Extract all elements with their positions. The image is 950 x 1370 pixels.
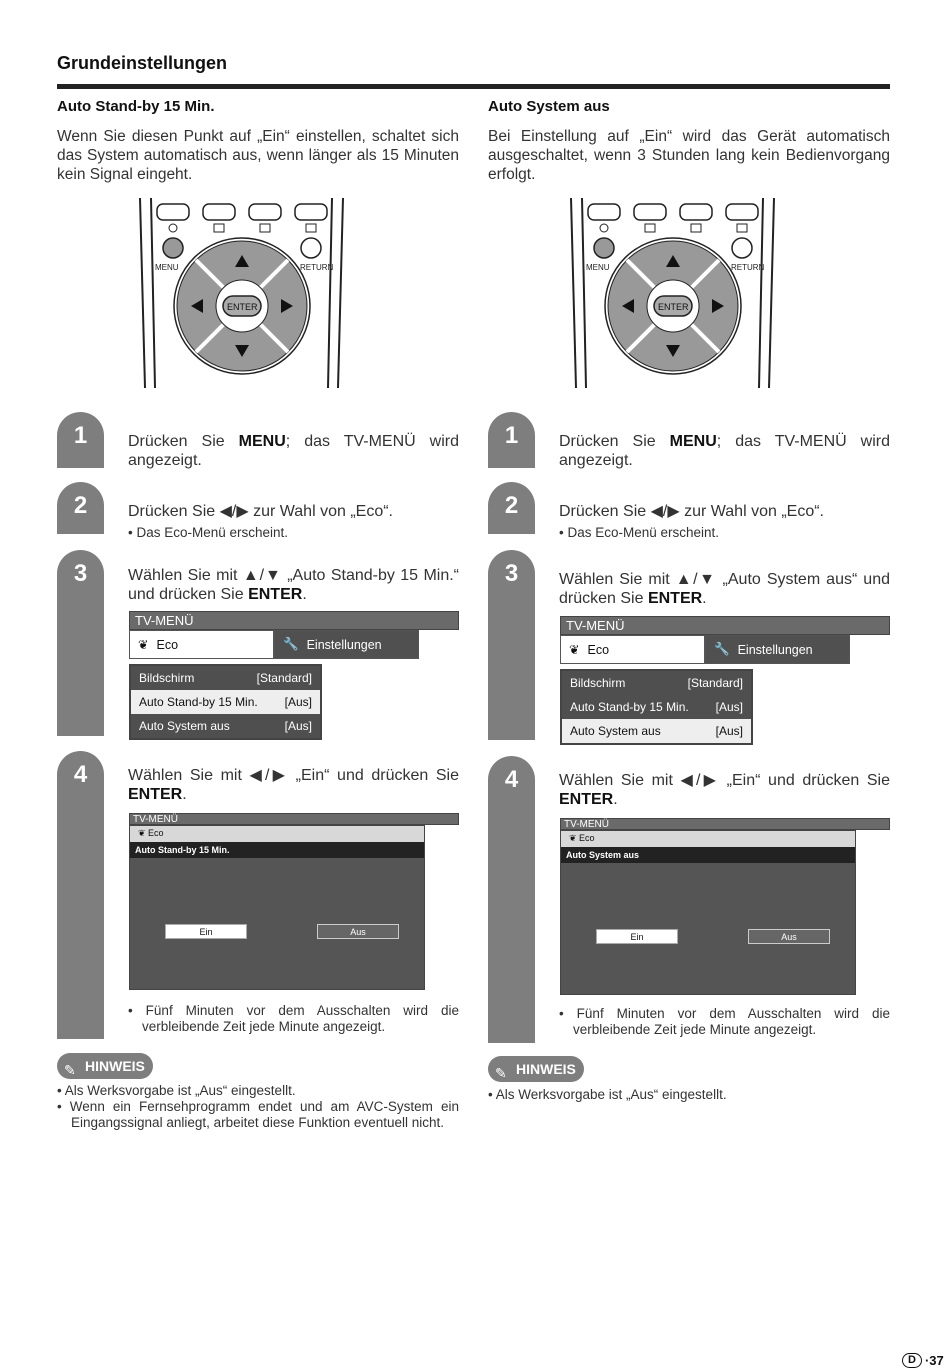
leaf-icon: ❦ — [138, 828, 149, 838]
tv-menu-panel — [560, 616, 890, 745]
hinweis-note: • Als Werksvorgabe ist „Aus“ eingestellt. — [488, 1087, 727, 1102]
option-bildschirm[interactable]: Bildschirm [Standard] — [570, 676, 743, 690]
option-auto-system-aus[interactable]: Auto System aus [Aus] — [139, 719, 312, 733]
paperclip-icon: ✎ — [64, 1062, 76, 1078]
step-text: Drücken Sie MENU; das TV-MENÜ wird angezeigt. — [559, 433, 891, 469]
option-auto-system-aus[interactable]: Auto System aus [Aus] — [562, 719, 751, 743]
step-number-badge: 2 — [57, 482, 104, 534]
hinweis-note: • Als Werksvorgabe ist „Aus“ eingestellt. — [57, 1083, 296, 1098]
step-text: Wählen Sie mit ◀/▶ „Ein“ und drücken Sie ENTER. — [559, 772, 890, 808]
step-number-badge: 4 — [488, 756, 535, 1043]
step-note: • Fünf Minuten vor dem Ausschalten wird die verbleibende Zeit jede Minute angezeigt. — [559, 1006, 890, 1037]
screen-item-title: Auto Stand-by 15 Min. — [130, 842, 424, 858]
tv-menu-panel — [129, 611, 459, 740]
eco-options-list — [129, 664, 322, 740]
column-auto-standby — [57, 98, 460, 1130]
step-number-badge: 1 — [488, 412, 535, 468]
section-intro: Wenn Sie diesen Punkt auf „Ein“ einstellen, schaltet sich das System automatisch aus, wenn länger als 15 Minuten kein Signal eingeht. — [57, 128, 459, 183]
tv-menu-title: TV-MENÜ — [129, 611, 459, 630]
step-text: Wählen Sie mit ▲/▼ „Auto System aus“ und drücken Sie ENTER. — [559, 571, 890, 607]
step-text: Wählen Sie mit ▲/▼ „Auto Stand-by 15 Min.“ und drücken Sie ENTER. — [128, 567, 459, 603]
step-number-badge: 4 — [57, 751, 104, 1039]
wrench-icon: 🔧 — [283, 637, 299, 651]
step-note: • Fünf Minuten vor dem Ausschalten wird die verbleibende Zeit jede Minute angezeigt. — [128, 1003, 459, 1034]
remote-control-illustration — [137, 198, 347, 393]
option-bildschirm[interactable]: Bildschirm [Standard] — [139, 671, 312, 685]
paperclip-icon: ✎ — [495, 1065, 507, 1081]
tv-menu-title: TV-MENÜ — [560, 616, 890, 635]
tv-screen-dialog — [560, 818, 890, 995]
enter-key-label: ENTER — [227, 302, 258, 312]
ein-button[interactable]: Ein — [165, 924, 247, 939]
tab-eco[interactable]: ❦ Eco — [129, 630, 274, 659]
remote-control-illustration — [568, 198, 778, 393]
hinweis-badge: ✎ HINWEIS — [488, 1056, 584, 1082]
page-number-text: ·37 — [924, 1353, 944, 1368]
leaf-icon: ❦ — [569, 833, 580, 843]
tab-eco[interactable]: ❦ Eco — [560, 635, 705, 664]
leaf-icon: ❦ — [569, 643, 580, 657]
screen-title: TV-MENÜ — [560, 818, 890, 830]
hinweis-notes — [57, 1083, 459, 1131]
option-auto-standby[interactable]: Auto Stand-by 15 Min. [Aus] — [131, 690, 320, 714]
tab-einstellungen[interactable]: 🔧 Einstellungen — [274, 630, 419, 659]
wrench-icon: 🔧 — [714, 642, 730, 656]
eco-options-list — [560, 669, 753, 745]
screen-item-title: Auto System aus — [561, 847, 855, 863]
hinweis-notes — [488, 1087, 890, 1103]
hinweis-badge: ✎ HINWEIS — [57, 1053, 153, 1079]
page-header: Grundeinstellungen — [57, 53, 228, 73]
column-auto-system-aus — [488, 98, 891, 1102]
step-number-badge: 1 — [57, 412, 104, 468]
return-key-label: RETURN — [300, 263, 334, 272]
aus-button[interactable]: Aus — [748, 929, 830, 944]
hinweis-note: • Wenn ein Fernsehprogramm endet und am AVC-System ein Eingangssignal anliegt, arbeitet diese Funktion eventuell nicht. — [57, 1099, 459, 1130]
header-rule — [57, 84, 890, 89]
screen-title: TV-MENÜ — [129, 813, 459, 825]
section-intro: Bei Einstellung auf „Ein“ wird das Gerät automatisch ausgeschaltet, wenn 3 Stunden lang kein Bedienvorgang erfolgt. — [488, 128, 890, 183]
screen-eco-bar: ❦ Eco — [561, 831, 855, 847]
ein-button[interactable]: Ein — [596, 929, 678, 944]
leaf-icon: ❦ — [138, 638, 149, 652]
step-text: Drücken Sie MENU; das TV-MENÜ wird angezeigt. — [128, 433, 460, 469]
step-number-badge: 2 — [488, 482, 535, 534]
tab-einstellungen[interactable]: 🔧 Einstellungen — [705, 635, 850, 664]
menu-key-label: MENU — [586, 263, 610, 272]
option-auto-standby[interactable]: Auto Stand-by 15 Min. [Aus] — [570, 700, 743, 714]
aus-button[interactable]: Aus — [317, 924, 399, 939]
step-text: Wählen Sie mit ◀/▶ „Ein“ und drücken Sie ENTER. — [128, 767, 459, 803]
tv-screen-dialog — [129, 813, 459, 990]
section-title: Auto Stand-by 15 Min. — [57, 98, 215, 115]
step-number-badge: 3 — [488, 550, 535, 740]
step-text: Drücken Sie ◀/▶ zur Wahl von „Eco“. • Das Eco-Menü erscheint. — [128, 503, 393, 540]
return-key-label: RETURN — [731, 263, 765, 272]
page-number — [902, 1353, 944, 1368]
step-number-badge: 3 — [57, 550, 104, 736]
menu-key-label: MENU — [155, 263, 179, 272]
step-text: Drücken Sie ◀/▶ zur Wahl von „Eco“. • Das Eco-Menü erscheint. — [559, 503, 824, 540]
screen-eco-bar: ❦ Eco — [130, 826, 424, 842]
section-title: Auto System aus — [488, 98, 610, 115]
language-circle: D — [902, 1353, 922, 1368]
enter-key-label: ENTER — [658, 302, 689, 312]
